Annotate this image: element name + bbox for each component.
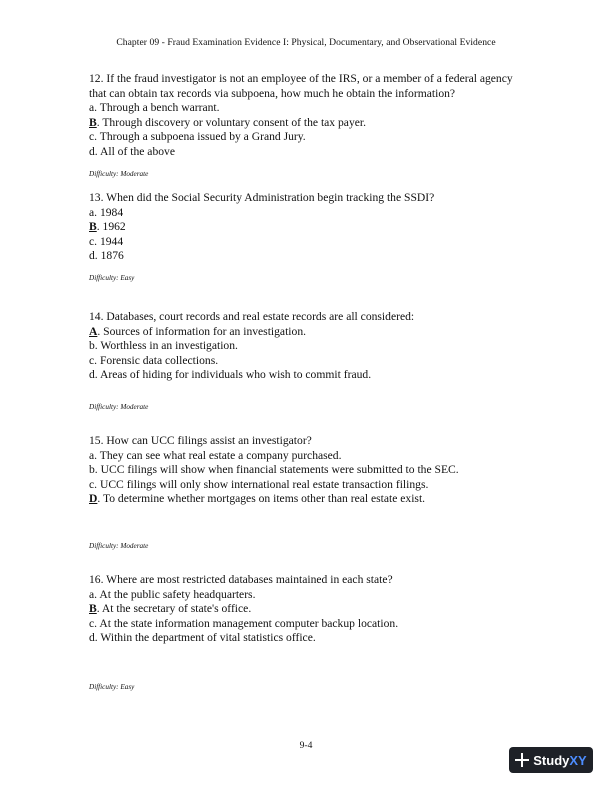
answer-option: c. 1944 [89, 234, 124, 248]
answer-option: c. At the state information management computer backup location. [89, 616, 399, 630]
option-letter: b [89, 339, 95, 353]
option-text: To determine whether mortgages on items other than real estate exist. [102, 492, 426, 506]
answer-option: b. Worthless in an investigation. [89, 339, 238, 353]
question-block-13 [89, 191, 529, 264]
option-text: Sources of information for an investigation. [103, 324, 307, 338]
page-header: Chapter 09 - Fraud Examination Evidence I: Physical, Documentary, and Observational Evidence [116, 37, 496, 48]
option-text: Through a subpoena issued by a Grand Jury. [99, 130, 306, 144]
question-stem: 12. If the fraud investigator is not an employee of the IRS, or a member of a federal agency that can obtain tax records via subpoena, how much he obtain the information? [89, 72, 513, 100]
answer-option: a. Through a bench warrant. [89, 101, 220, 115]
option-letter: c [89, 130, 95, 144]
question-stem: 13. When did the Social Security Administration begin tracking the SSDI? [89, 191, 435, 204]
question-block-12 [89, 72, 529, 160]
answer-option: c. UCC filings will only show international real estate transaction filings. [89, 477, 429, 491]
answer-option: b. UCC filings will show when financial statements were submitted to the SEC. [89, 463, 459, 477]
option-text: Through a bench warrant. [99, 101, 220, 115]
answer-option: d. Within the department of vital statistics office. [89, 631, 316, 645]
difficulty-label: Difficulty: Moderate [89, 542, 149, 550]
page-number: 9-4 [299, 740, 313, 751]
answer-option: a. They can see what real estate a company purchased. [89, 448, 342, 462]
option-letter: c [89, 234, 95, 248]
option-letter: c [89, 616, 95, 630]
plus-icon [515, 753, 529, 767]
difficulty-label: Difficulty: Easy [89, 274, 135, 282]
answer-option: d. Areas of hiding for individuals who wish to commit fraud. [89, 368, 372, 382]
option-text: Areas of hiding for individuals who wish to commit fraud. [99, 368, 372, 382]
option-text: 1962 [102, 220, 126, 234]
answer-option-correct: B. At the secretary of state's office. [89, 602, 252, 616]
brand-name: StudyXY [533, 752, 587, 768]
question-stem: 14. Databases, court records and real estate records are all considered: [89, 310, 415, 323]
option-letter: c [89, 353, 95, 367]
answer-option: d. 1876 [89, 249, 124, 263]
option-letter: b [89, 463, 95, 477]
option-letter: a [89, 448, 95, 462]
difficulty-label: Difficulty: Moderate [89, 170, 149, 178]
answer-option-correct: B. Through discovery or voluntary consent of the tax payer. [89, 115, 367, 129]
option-text: All of the above [99, 144, 175, 158]
option-text: They can see what real estate a company purchased. [99, 448, 342, 462]
option-letter-correct: B [89, 220, 97, 234]
question-stem: 15. How can UCC filings assist an investigator? [89, 434, 312, 447]
option-text: Worthless in an investigation. [100, 339, 238, 353]
question-block-16 [89, 573, 529, 646]
option-text: 1944 [99, 234, 124, 248]
answer-option-correct: A. Sources of information for an investigation. [89, 324, 307, 338]
option-letter: a [89, 587, 95, 601]
option-text: At the public safety headquarters. [99, 587, 256, 601]
answer-option-correct: D. To determine whether mortgages on items other than real estate exist. [89, 492, 426, 506]
option-letter: a [89, 101, 95, 115]
answer-option: c. Forensic data collections. [89, 353, 219, 367]
option-text: UCC filings will only show international real estate transaction filings. [99, 477, 429, 491]
answer-option: d. All of the above [89, 144, 175, 158]
option-text: At the state information management computer backup location. [99, 616, 399, 630]
option-letter: d [89, 144, 95, 158]
option-text: 1984 [99, 205, 124, 219]
question-block-14 [89, 310, 529, 383]
option-text: 1876 [100, 249, 124, 263]
option-text: At the secretary of state's office. [101, 602, 252, 616]
option-letter: d [89, 249, 95, 263]
difficulty-label: Difficulty: Easy [89, 683, 135, 691]
option-letter: c [89, 477, 95, 491]
question-block-15 [89, 434, 529, 507]
option-letter-correct: D [89, 492, 98, 506]
option-letter: d [89, 631, 95, 645]
option-letter-correct: B [89, 115, 97, 129]
answer-option: c. Through a subpoena issued by a Grand Jury. [89, 130, 306, 144]
option-letter: a [89, 205, 95, 219]
option-letter: d [89, 368, 95, 382]
option-text: Through discovery or voluntary consent of the tax payer. [102, 115, 367, 129]
option-letter-correct: B [89, 602, 97, 616]
difficulty-label: Difficulty: Moderate [89, 403, 149, 411]
question-stem: 16. Where are most restricted databases maintained in each state? [89, 573, 393, 586]
answer-option: a. 1984 [89, 205, 124, 219]
option-letter-correct: A [89, 324, 98, 338]
option-text: UCC filings will show when financial statements were submitted to the SEC. [100, 463, 459, 477]
option-text: Forensic data collections. [99, 353, 219, 367]
answer-option-correct: B. 1962 [89, 220, 126, 234]
studyxy-badge[interactable] [509, 747, 593, 773]
answer-option: a. At the public safety headquarters. [89, 587, 256, 601]
option-text: Within the department of vital statistics office. [100, 631, 316, 645]
